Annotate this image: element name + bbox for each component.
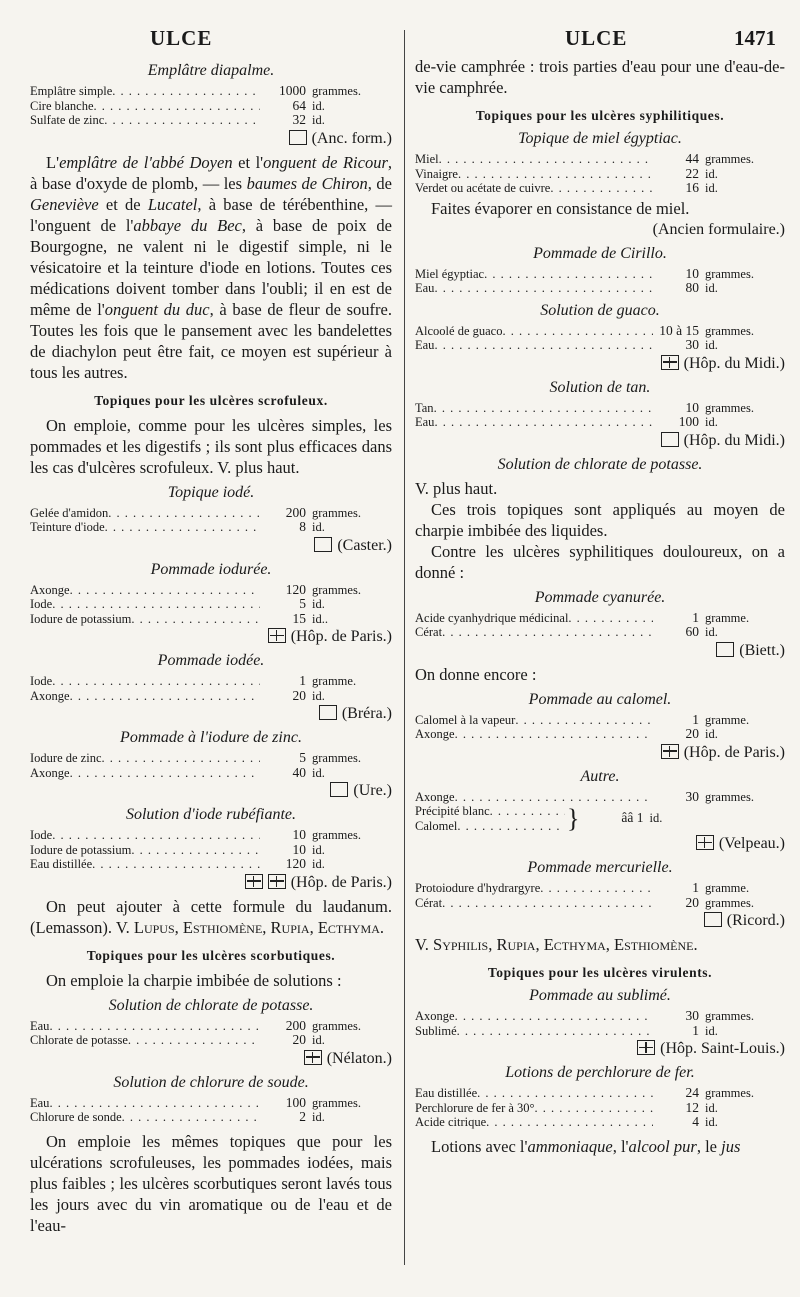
formula-ingredients bbox=[415, 152, 785, 196]
formula-ingredients bbox=[30, 751, 392, 780]
leader-dots bbox=[457, 1024, 653, 1039]
formula-title: Pommade iodée. bbox=[157, 652, 265, 669]
left-column bbox=[30, 56, 392, 1236]
ingredient-name: Eau bbox=[30, 1018, 50, 1033]
ingredient-unit: grammes. bbox=[312, 828, 361, 842]
ingredient-unit: id. bbox=[705, 1115, 718, 1129]
ingredient-row bbox=[415, 267, 785, 282]
ingredient-name: Iode bbox=[30, 597, 53, 611]
ingredient-unit: id. bbox=[705, 415, 718, 429]
paragraph: Faites évaporer en consistance de miel. bbox=[431, 198, 690, 218]
empty-square-icon bbox=[319, 705, 337, 720]
formula-source: (Velpeau.) bbox=[415, 835, 785, 853]
formula-ingredients bbox=[415, 1086, 785, 1130]
ingredient-qty: 10 bbox=[292, 841, 306, 857]
leader-dots bbox=[52, 597, 260, 612]
ingredient-name: Eau distillée bbox=[415, 1086, 478, 1100]
ingredient-name: Sulfate de zinc bbox=[30, 113, 105, 127]
ingredient-name: Verdet ou acétate de cuivre bbox=[415, 181, 551, 195]
ingredient-unit: grammes. bbox=[705, 323, 754, 338]
ingredient-name: Chlorure de sonde bbox=[30, 1110, 122, 1124]
formula-ingredients bbox=[415, 324, 785, 353]
ingredient-unit: id. bbox=[312, 688, 325, 703]
ingredient-brace-group bbox=[415, 804, 785, 833]
formula-title: Solution de tan. bbox=[549, 378, 651, 396]
ingredient-row bbox=[415, 1086, 785, 1101]
ingredient-unit: id.. bbox=[312, 611, 328, 626]
cross-square-icon bbox=[304, 1050, 322, 1065]
formula-title: Topique de miel égyptiac. bbox=[518, 130, 682, 147]
ingredient-name: Calomel à la vapeur bbox=[415, 712, 516, 727]
ingredient-qty: 40 bbox=[292, 764, 306, 780]
leader-dots bbox=[131, 612, 260, 627]
ingredient-row bbox=[415, 1101, 785, 1116]
leader-dots bbox=[52, 674, 260, 689]
leader-dots bbox=[439, 152, 653, 167]
ingredient-name: Iodure de potassium bbox=[30, 842, 132, 857]
ingredient-name: Perchlorure de fer à 30° bbox=[415, 1100, 535, 1115]
ingredient-row bbox=[30, 828, 392, 843]
leader-dots bbox=[94, 99, 260, 114]
paragraph: Lotions avec l'ammoniaque, l'alcool pur, le jus bbox=[431, 1136, 741, 1156]
ingredient-qty: 20 bbox=[685, 726, 699, 741]
formula-ingredients bbox=[415, 1009, 785, 1038]
brace-symbol: } bbox=[567, 803, 580, 833]
ingredient-name: Iode bbox=[30, 828, 53, 842]
formula-title: Pommade mercurielle. bbox=[527, 859, 673, 876]
ingredient-qty: 10 bbox=[685, 265, 699, 281]
ingredient-qty: 30 bbox=[685, 337, 699, 352]
ingredient-row: Précipité blanc . . . bbox=[415, 804, 565, 819]
formula-source: (Nélaton.) bbox=[30, 1050, 392, 1068]
paragraph: de-vie camphrée : trois parties d'eau pour une d'eau-de-vie camphrée. bbox=[415, 57, 785, 97]
formula-ingredients bbox=[30, 583, 392, 627]
ingredient-name: Cire blanche bbox=[30, 98, 94, 113]
ingredient-unit: id. bbox=[649, 811, 663, 826]
formula-title: Solution de guaco. bbox=[540, 301, 660, 319]
formula-title: Pommade au sublimé. bbox=[529, 987, 671, 1004]
ingredient-qty: 120 bbox=[285, 856, 306, 871]
ingredient-name: Iodure de potassium bbox=[30, 611, 132, 626]
cross-square-icon bbox=[661, 355, 679, 370]
ingredient-name: Protoiodure d'hydrargyre bbox=[415, 881, 541, 895]
running-head-left: ULCE bbox=[150, 26, 213, 50]
ingredient-row bbox=[415, 324, 785, 339]
ingredient-name: Acide cyanhydrique médicinal bbox=[415, 610, 569, 625]
formula-ingredients bbox=[415, 713, 785, 742]
leader-dots bbox=[434, 401, 653, 416]
ingredient-name: Eau bbox=[415, 415, 435, 429]
ingredient-row bbox=[415, 1009, 785, 1024]
formula-title: Solution de chlorate de potasse. bbox=[497, 455, 703, 473]
paragraph: On donne encore : bbox=[415, 664, 537, 684]
ingredient-row bbox=[30, 766, 392, 781]
ingredient-qty: 24 bbox=[685, 1085, 699, 1100]
leader-dots bbox=[104, 113, 260, 128]
formula-title: Pommade au calomel. bbox=[528, 690, 672, 708]
ingredient-qty: 5 bbox=[299, 596, 306, 611]
paragraph: On peut ajouter à cette formule du laudanum. (Lemasson). V. Lupus, Esthiomène, Rupia, Ecthyma. bbox=[30, 896, 392, 937]
formula-source: (Hôp. du Midi.) bbox=[415, 355, 785, 373]
formula-source: (Ure.) bbox=[30, 782, 392, 800]
section-heading: Topiques pour les ulcères scorbutiques. bbox=[86, 947, 336, 963]
ingredient-unit: id. bbox=[312, 1033, 325, 1047]
ingredient-unit: grammes. bbox=[312, 505, 361, 520]
ingredient-row bbox=[415, 713, 785, 728]
ingredient-unit: grammes. bbox=[312, 751, 361, 765]
section-heading: Topiques pour les ulcères virulents. bbox=[487, 965, 713, 980]
leader-dots bbox=[70, 583, 260, 598]
ingredient-unit: grammes. bbox=[312, 582, 361, 597]
page-number: 1471 bbox=[734, 26, 776, 50]
ingredient-qty: 200 bbox=[285, 1017, 306, 1033]
ingredient-qty: 44 bbox=[685, 151, 699, 166]
ingredient-row bbox=[30, 689, 392, 704]
formula-ingredients bbox=[415, 881, 785, 910]
empty-square-icon bbox=[716, 642, 734, 657]
leader-dots bbox=[502, 324, 653, 339]
paragraph: On emploie les mêmes topiques que pour les ulcérations scrofuleuses, les pommades iodées, mais plus faibles ; les ulcères scorbutiques seront lavés tous les jours avec du vin aromatique ou de l'eau et de l'eau- bbox=[30, 1131, 392, 1235]
ingredient-row bbox=[415, 167, 785, 182]
ingredient-name: Eau bbox=[30, 1095, 50, 1110]
ingredient-qty: 10 bbox=[292, 827, 306, 842]
section-heading: Topiques pour les ulcères syphilitiques. bbox=[475, 108, 725, 123]
cross-square-icon bbox=[268, 628, 286, 643]
leader-dots bbox=[540, 881, 653, 896]
ingredient-name: Sublimé bbox=[415, 1023, 457, 1038]
ingredient-name: Miel égyptiac bbox=[415, 266, 485, 281]
ingredient-unit: id. bbox=[705, 625, 718, 639]
ingredient-qty: 30 bbox=[685, 1008, 699, 1023]
empty-square-icon bbox=[330, 782, 348, 797]
formula-source: (Ricord.) bbox=[415, 912, 785, 930]
ingredient-unit: id. bbox=[705, 338, 718, 352]
formula-title: Pommade cyanurée. bbox=[534, 588, 666, 606]
ingredient-name: Teinture d'iode bbox=[30, 520, 105, 534]
ingredient-qty: 20 bbox=[292, 687, 306, 703]
ingredient-name: Alcoolé de guaco bbox=[415, 323, 503, 338]
ingredient-unit: id. bbox=[312, 1110, 325, 1124]
ingredient-name: Eau distillée bbox=[30, 857, 93, 871]
leader-dots bbox=[486, 1115, 653, 1130]
cross-square-icon bbox=[637, 1040, 655, 1055]
empty-square-icon bbox=[314, 537, 332, 552]
formula-ingredients bbox=[30, 674, 392, 703]
cross-square-icon bbox=[696, 835, 714, 850]
leader-dots bbox=[455, 1009, 653, 1024]
paragraph: V. plus haut. bbox=[415, 478, 498, 498]
ingredient-qty: 20 bbox=[685, 894, 699, 910]
ingredient-unit: id. bbox=[705, 1023, 718, 1038]
leader-dots bbox=[434, 338, 653, 353]
ingredient-unit: id. bbox=[312, 520, 325, 534]
ingredient-row bbox=[415, 1115, 785, 1130]
ingredient-row bbox=[415, 281, 785, 296]
ingredient-row bbox=[30, 857, 392, 872]
paragraph: V. Syphilis, Rupia, Ecthyma, Esthiomène. bbox=[415, 935, 698, 954]
leader-dots bbox=[535, 1101, 653, 1116]
ingredient-name: Tan bbox=[415, 400, 434, 415]
leader-dots bbox=[515, 713, 653, 728]
cross-square-icon bbox=[268, 874, 286, 889]
ingredient-unit: id. bbox=[705, 727, 718, 741]
leader-dots bbox=[442, 896, 653, 911]
ingredient-unit: id. bbox=[705, 1100, 718, 1115]
formula-title: Solution de chlorate de potasse. bbox=[108, 996, 314, 1014]
ingredient-qty: 1 bbox=[692, 711, 699, 727]
formula-title: Solution d'iode rubéfiante. bbox=[125, 806, 297, 823]
ingredient-name: Miel bbox=[415, 152, 439, 166]
ingredient-qty: 5 bbox=[299, 750, 306, 765]
ingredient-qty: 12 bbox=[685, 1099, 699, 1115]
ingredient-qty: 10 bbox=[685, 399, 699, 415]
ingredient-row bbox=[30, 99, 392, 114]
ingredient-qty: 100 bbox=[285, 1094, 306, 1110]
ingredient-unit: id. bbox=[312, 597, 325, 611]
ingredient-row: Calomel . . . bbox=[415, 819, 565, 834]
formula-ingredients bbox=[415, 401, 785, 430]
ingredient-unit: grammes. bbox=[705, 895, 754, 910]
ingredient-row bbox=[415, 881, 785, 896]
formula-title: Lotions de perchlorure de fer. bbox=[505, 1064, 695, 1081]
leader-dots bbox=[112, 84, 260, 99]
ingredient-unit: gramme. bbox=[312, 674, 357, 688]
formula-source: (Biett.) bbox=[415, 642, 785, 660]
ingredient-unit: id. bbox=[312, 842, 325, 857]
formula-ingredients bbox=[30, 828, 392, 872]
ingredient-row bbox=[415, 611, 785, 626]
formula-source: (Anc. form.) bbox=[30, 130, 392, 148]
formula-title: Autre. bbox=[580, 767, 620, 785]
ingredient-name: Axonge bbox=[415, 727, 455, 741]
ingredient-unit: id. bbox=[312, 98, 325, 113]
paragraph: Contre les ulcères syphilitiques douloureux, on a donné : bbox=[415, 541, 785, 582]
ingredient-name: Iodure de zinc bbox=[30, 751, 102, 765]
leader-dots bbox=[122, 1110, 260, 1125]
ingredient-row bbox=[30, 1110, 392, 1125]
ingredient-row bbox=[30, 113, 392, 128]
formula-ingredients bbox=[415, 790, 785, 834]
leader-dots bbox=[434, 281, 653, 296]
leader-dots bbox=[105, 520, 260, 535]
ingredient-name: Eau bbox=[415, 338, 435, 352]
ingredient-row bbox=[30, 843, 392, 858]
ingredient-unit: id. bbox=[705, 181, 718, 195]
formula-source: (Bréra.) bbox=[30, 705, 392, 723]
ingredient-qty: ââ 1 bbox=[621, 810, 644, 826]
leader-dots bbox=[442, 625, 653, 640]
ingredient-qty: 22 bbox=[685, 165, 699, 181]
ingredient-row: Axonge . . . 30 grammes. bbox=[415, 790, 785, 805]
formula-source: (Hôp. de Paris.) bbox=[30, 874, 392, 892]
formula-title: Pommade à l'iodure de zinc. bbox=[120, 729, 302, 746]
ingredient-row bbox=[415, 338, 785, 353]
ingredient-unit: id. bbox=[705, 281, 718, 295]
ingredient-name: Emplâtre simple bbox=[30, 84, 113, 98]
leader-dots bbox=[434, 415, 653, 430]
formula-title: Pommade iodurée. bbox=[150, 560, 272, 578]
ingredient-qty: 60 bbox=[685, 624, 699, 639]
ingredient-unit: grammes. bbox=[705, 266, 754, 281]
ingredient-name: Vinaigre bbox=[415, 166, 458, 181]
leader-dots bbox=[458, 167, 653, 182]
section-heading: Topiques pour les ulcères scrofuleux. bbox=[94, 392, 328, 408]
formula-ingredients bbox=[30, 1019, 392, 1048]
ingredient-name: Chlorate de potasse bbox=[30, 1033, 128, 1047]
paragraph: L'emplâtre de l'abbé Doyen et l'onguent de Ricour, à base d'oxyde de plomb, — les baumes de Chiron, de Geneviève et de Lucatel, à base de térébenthine, — l'onguent de l'abbaye du Bec, à base de poix de Bourgogne, ne valent ni le digestif simple, ni le vésicatoire et la teinture d'iode en lotions. Toutes ces médications doivent tomber dans l'oubli; il en est de même de l'onguent du duc, à base de fleur de soufre. Toutes les fois que le pansement avec les bandelettes de diachylon peut être fait, ce moyen est supérieur à tous les autres. bbox=[30, 152, 392, 382]
leader-dots bbox=[92, 857, 260, 872]
ingredient-qty: 1 bbox=[692, 609, 699, 625]
formula-title: Pommade de Cirillo. bbox=[533, 244, 667, 262]
ingredient-row bbox=[415, 896, 785, 911]
ingredient-unit: id. bbox=[312, 113, 325, 127]
ingredient-unit: grammes. bbox=[705, 400, 754, 415]
empty-square-icon bbox=[289, 130, 307, 145]
ingredient-qty: 80 bbox=[685, 280, 699, 295]
ingredient-qty: 100 bbox=[678, 414, 699, 429]
ingredient-unit: grammes. bbox=[705, 1009, 754, 1023]
ingredient-unit: gramme. bbox=[705, 881, 750, 895]
ingredient-unit: grammes. bbox=[705, 152, 754, 166]
ingredient-qty: 1000 bbox=[279, 83, 306, 98]
ingredient-qty: 2 bbox=[299, 1109, 306, 1124]
ingredient-name: Iode bbox=[30, 674, 53, 688]
formula-source: (Hôp. du Midi.) bbox=[415, 432, 785, 450]
leader-dots bbox=[52, 828, 260, 843]
leader-dots bbox=[49, 1019, 260, 1034]
ingredient-row bbox=[30, 84, 392, 99]
ingredient-row bbox=[415, 152, 785, 167]
leader-dots bbox=[70, 689, 260, 704]
formula-source: (Ancien formulaire.) bbox=[652, 220, 785, 238]
ingredient-name: Acide citrique bbox=[415, 1115, 487, 1129]
formula-ingredients bbox=[415, 267, 785, 296]
ingredient-row bbox=[415, 401, 785, 416]
ingredient-unit: grammes. bbox=[312, 1018, 361, 1033]
ingredient-row bbox=[30, 597, 392, 612]
ingredient-row bbox=[415, 1024, 785, 1039]
ingredient-unit: gramme. bbox=[705, 610, 750, 625]
ingredient-qty: 1 bbox=[692, 880, 699, 895]
formula-ingredients bbox=[415, 611, 785, 640]
running-head-right: ULCE bbox=[565, 26, 628, 50]
ingredient-qty: 1 bbox=[299, 673, 306, 688]
empty-square-icon bbox=[704, 912, 722, 927]
formula-ingredients bbox=[30, 1096, 392, 1125]
column-divider bbox=[404, 30, 405, 1265]
leader-dots bbox=[128, 1033, 260, 1048]
leader-dots bbox=[102, 751, 261, 766]
ingredient-qty: 32 bbox=[292, 112, 306, 127]
ingredient-unit: id. bbox=[312, 765, 325, 780]
ingredient-qty: 16 bbox=[685, 180, 699, 195]
leader-dots bbox=[455, 727, 653, 742]
formula-source: (Caster.) bbox=[30, 537, 392, 555]
right-column bbox=[415, 56, 785, 1157]
ingredient-name: Cérat bbox=[415, 625, 443, 639]
formula-source: (Hôp. de Paris.) bbox=[415, 744, 785, 762]
leader-dots bbox=[568, 611, 653, 626]
formula-ingredients bbox=[30, 506, 392, 535]
ingredient-unit: grammes. bbox=[705, 1086, 754, 1100]
ingredient-unit: grammes. bbox=[312, 1095, 361, 1110]
ingredient-unit: grammes. bbox=[312, 84, 361, 98]
ingredient-unit: gramme. bbox=[705, 712, 750, 727]
ingredient-qty: 20 bbox=[292, 1032, 306, 1047]
ingredient-row bbox=[30, 751, 392, 766]
leader-dots bbox=[49, 1096, 260, 1111]
leader-dots bbox=[70, 766, 260, 781]
leader-dots bbox=[108, 506, 260, 521]
paragraph: On emploie la charpie imbibée de solutions : bbox=[46, 970, 342, 990]
ingredient-name: Axonge bbox=[30, 765, 70, 780]
ingredient-row bbox=[415, 625, 785, 640]
formula-title: Topique iodé. bbox=[167, 483, 255, 501]
ingredient-name: Axonge bbox=[30, 582, 70, 597]
ingredient-row bbox=[30, 612, 392, 627]
formula-source: (Hôp. de Paris.) bbox=[30, 628, 392, 646]
ingredient-row bbox=[30, 1019, 392, 1034]
ingredient-row bbox=[30, 506, 392, 521]
empty-square-icon bbox=[661, 432, 679, 447]
ingredient-qty: 120 bbox=[285, 581, 306, 597]
ingredient-qty: 8 bbox=[299, 519, 306, 534]
ingredient-name: Cérat bbox=[415, 895, 443, 910]
ingredient-row bbox=[30, 674, 392, 689]
ingredient-row bbox=[415, 181, 785, 196]
cross-square-icon bbox=[245, 874, 263, 889]
ingredient-qty: 200 bbox=[285, 504, 306, 520]
ingredient-qty: 10 à 15 bbox=[659, 322, 699, 338]
ingredient-row bbox=[415, 727, 785, 742]
leader-dots bbox=[131, 843, 260, 858]
paragraph: On emploie, comme pour les ulcères simples, les pommades et les digestifs ; ils sont plus efficaces dans les cas d'ulcères scrofuleux. V. plus haut. bbox=[30, 415, 392, 477]
leader-dots bbox=[550, 181, 653, 196]
formula-source: (Hôp. Saint-Louis.) bbox=[415, 1040, 785, 1058]
leader-dots bbox=[484, 267, 653, 282]
ingredient-qty: 15 bbox=[292, 610, 306, 626]
ingredient-row bbox=[30, 1096, 392, 1111]
cross-square-icon bbox=[661, 744, 679, 759]
ingredient-row bbox=[415, 415, 785, 430]
paragraph: Ces trois topiques sont appliqués au moyen de charpie imbibée des liquides. bbox=[415, 499, 785, 540]
ingredient-unit: id. bbox=[705, 166, 718, 181]
ingredient-qty: 1 bbox=[692, 1022, 699, 1038]
ingredient-unit: id. bbox=[312, 857, 325, 871]
ingredient-name: Eau bbox=[415, 281, 435, 295]
ingredient-name: Gelée d'amidon bbox=[30, 505, 109, 520]
ingredient-qty: 4 bbox=[692, 1114, 699, 1129]
ingredient-name: Axonge bbox=[415, 1009, 455, 1023]
formula-title: Emplâtre diapalme. bbox=[147, 62, 275, 79]
ingredient-row bbox=[30, 520, 392, 535]
ingredient-row bbox=[30, 1033, 392, 1048]
formula-ingredients bbox=[30, 84, 392, 128]
leader-dots bbox=[477, 1086, 653, 1101]
ingredient-name: Axonge bbox=[30, 688, 70, 703]
formula-title: Solution de chlorure de soude. bbox=[113, 1073, 309, 1091]
ingredient-row bbox=[30, 583, 392, 598]
ingredient-qty: 64 bbox=[292, 97, 306, 113]
